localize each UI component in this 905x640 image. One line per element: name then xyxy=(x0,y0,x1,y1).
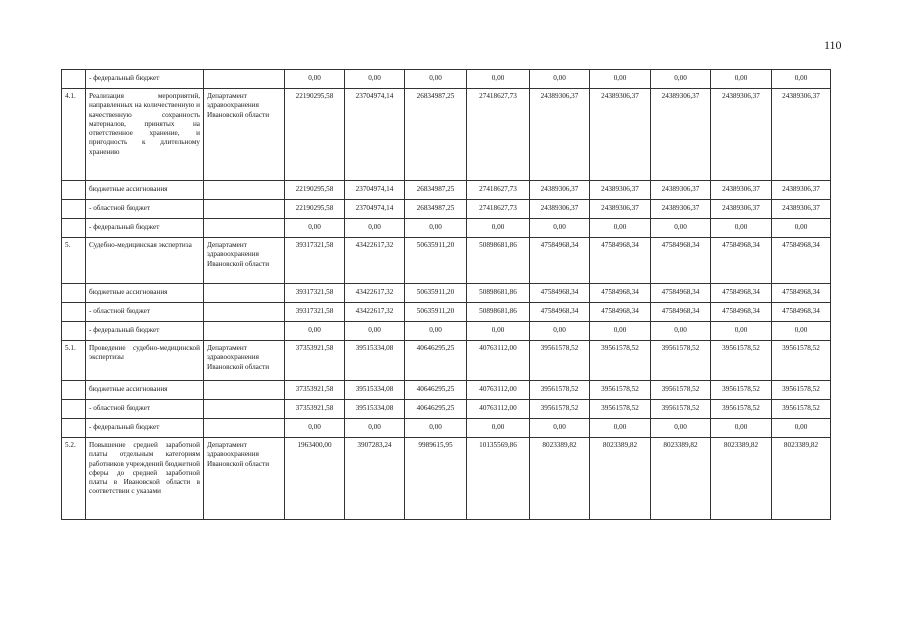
value-cell: 39561578,52 xyxy=(530,400,590,419)
executor-cell: Департамент здравоохранения Ивановской области xyxy=(204,341,285,381)
value-cell: 47584968,34 xyxy=(530,284,590,303)
value-cell: 50898681,86 xyxy=(467,303,530,322)
table-row xyxy=(62,419,831,438)
value-cell: 47584968,34 xyxy=(772,238,831,284)
table-row xyxy=(62,89,831,181)
row-number-cell: 5.1. xyxy=(62,341,86,381)
value-cell: 0,00 xyxy=(405,322,467,341)
value-cell: 1963400,00 xyxy=(285,438,345,520)
value-cell: 50898681,86 xyxy=(467,238,530,284)
table-row xyxy=(62,381,831,400)
value-cell: 0,00 xyxy=(711,419,772,438)
value-cell: 9989615,95 xyxy=(405,438,467,520)
value-cell: 24389306,37 xyxy=(711,181,772,200)
value-cell: 47584968,34 xyxy=(711,238,772,284)
table-row xyxy=(62,322,831,341)
value-cell: 50635911,20 xyxy=(405,284,467,303)
value-cell: 23704974,14 xyxy=(345,89,405,181)
executor-cell: Департамент здравоохранения Ивановской области xyxy=(204,89,285,181)
executor-cell xyxy=(204,219,285,238)
executor-cell xyxy=(204,303,285,322)
value-cell: 24389306,37 xyxy=(772,89,831,181)
description-cell: - федеральный бюджет xyxy=(86,70,204,89)
value-cell: 0,00 xyxy=(772,70,831,89)
value-cell: 24389306,37 xyxy=(590,181,651,200)
value-cell: 39317321,58 xyxy=(285,284,345,303)
executor-cell xyxy=(204,284,285,303)
value-cell: 24389306,37 xyxy=(590,89,651,181)
row-number-cell xyxy=(62,181,86,200)
value-cell: 0,00 xyxy=(651,219,711,238)
value-cell: 0,00 xyxy=(345,322,405,341)
value-cell: 0,00 xyxy=(590,219,651,238)
value-cell: 0,00 xyxy=(651,322,711,341)
executor-cell xyxy=(204,381,285,400)
value-cell: 39515334,08 xyxy=(345,341,405,381)
value-cell: 0,00 xyxy=(530,322,590,341)
table-row xyxy=(62,181,831,200)
value-cell: 0,00 xyxy=(285,322,345,341)
value-cell: 0,00 xyxy=(405,219,467,238)
value-cell: 0,00 xyxy=(530,219,590,238)
value-cell: 0,00 xyxy=(405,70,467,89)
value-cell: 39561578,52 xyxy=(711,400,772,419)
value-cell: 3907283,24 xyxy=(345,438,405,520)
description-cell: - областной бюджет xyxy=(86,400,204,419)
value-cell: 37353921,58 xyxy=(285,341,345,381)
value-cell: 47584968,34 xyxy=(530,303,590,322)
description-cell: бюджетные ассигнования xyxy=(86,381,204,400)
value-cell: 0,00 xyxy=(467,322,530,341)
value-cell: 0,00 xyxy=(590,419,651,438)
executor-cell xyxy=(204,181,285,200)
row-number-cell xyxy=(62,70,86,89)
row-number-cell xyxy=(62,419,86,438)
value-cell: 40646295,25 xyxy=(405,381,467,400)
value-cell: 40763112,00 xyxy=(467,341,530,381)
value-cell: 22190295,58 xyxy=(285,200,345,219)
executor-cell xyxy=(204,322,285,341)
table-row xyxy=(62,284,831,303)
value-cell: 23704974,14 xyxy=(345,200,405,219)
description-cell: бюджетные ассигнования xyxy=(86,181,204,200)
value-cell: 8023389,82 xyxy=(772,438,831,520)
value-cell: 0,00 xyxy=(530,419,590,438)
value-cell: 39561578,52 xyxy=(590,381,651,400)
executor-cell xyxy=(204,70,285,89)
value-cell: 0,00 xyxy=(345,70,405,89)
table-row xyxy=(62,219,831,238)
row-number-cell xyxy=(62,219,86,238)
row-number-cell: 4.1. xyxy=(62,89,86,181)
value-cell: 24389306,37 xyxy=(711,89,772,181)
value-cell: 24389306,37 xyxy=(772,181,831,200)
value-cell: 47584968,34 xyxy=(711,284,772,303)
value-cell: 8023389,82 xyxy=(711,438,772,520)
value-cell: 39317321,58 xyxy=(285,238,345,284)
value-cell: 39561578,52 xyxy=(711,341,772,381)
value-cell: 0,00 xyxy=(467,70,530,89)
table-row xyxy=(62,238,831,284)
value-cell: 47584968,34 xyxy=(772,303,831,322)
description-cell: - федеральный бюджет xyxy=(86,322,204,341)
page-number: 110 xyxy=(824,38,842,52)
value-cell: 0,00 xyxy=(345,419,405,438)
table-row xyxy=(62,341,831,381)
description-cell: - федеральный бюджет xyxy=(86,419,204,438)
description-cell: - областной бюджет xyxy=(86,303,204,322)
value-cell: 39561578,52 xyxy=(772,381,831,400)
value-cell: 40763112,00 xyxy=(467,381,530,400)
value-cell: 47584968,34 xyxy=(530,238,590,284)
description-cell: - федеральный бюджет xyxy=(86,219,204,238)
value-cell: 0,00 xyxy=(772,322,831,341)
budget-table xyxy=(61,69,831,520)
value-cell: 47584968,34 xyxy=(711,303,772,322)
value-cell: 0,00 xyxy=(285,419,345,438)
description-cell: Судебно-медицинская экспертиза xyxy=(86,238,204,284)
value-cell: 47584968,34 xyxy=(651,303,711,322)
value-cell: 0,00 xyxy=(711,219,772,238)
value-cell: 24389306,37 xyxy=(530,89,590,181)
value-cell: 24389306,37 xyxy=(530,181,590,200)
value-cell: 39561578,52 xyxy=(590,341,651,381)
value-cell: 24389306,37 xyxy=(651,89,711,181)
value-cell: 24389306,37 xyxy=(590,200,651,219)
value-cell: 24389306,37 xyxy=(530,200,590,219)
value-cell: 24389306,37 xyxy=(651,181,711,200)
value-cell: 0,00 xyxy=(651,419,711,438)
value-cell: 8023389,82 xyxy=(651,438,711,520)
value-cell: 47584968,34 xyxy=(772,284,831,303)
executor-cell: Департамент здравоохранения Ивановской области xyxy=(204,438,285,520)
value-cell: 0,00 xyxy=(405,419,467,438)
value-cell: 39561578,52 xyxy=(772,400,831,419)
value-cell: 0,00 xyxy=(285,70,345,89)
value-cell: 39561578,52 xyxy=(651,400,711,419)
value-cell: 39561578,52 xyxy=(651,341,711,381)
value-cell: 47584968,34 xyxy=(651,284,711,303)
description-cell: Реализация мероприятий, направленных на количественную и качественную сохранность материалов, принятых на ответственное хранение, и пригодность к длительному хранению xyxy=(86,89,204,181)
value-cell: 39561578,52 xyxy=(530,341,590,381)
value-cell: 0,00 xyxy=(711,70,772,89)
value-cell: 39561578,52 xyxy=(651,381,711,400)
value-cell: 47584968,34 xyxy=(651,238,711,284)
value-cell: 24389306,37 xyxy=(772,200,831,219)
value-cell: 50635911,20 xyxy=(405,238,467,284)
value-cell: 8023389,82 xyxy=(590,438,651,520)
value-cell: 50635911,20 xyxy=(405,303,467,322)
value-cell: 43422617,32 xyxy=(345,284,405,303)
value-cell: 0,00 xyxy=(711,322,772,341)
value-cell: 26834987,25 xyxy=(405,181,467,200)
value-cell: 43422617,32 xyxy=(345,238,405,284)
value-cell: 39561578,52 xyxy=(711,381,772,400)
value-cell: 0,00 xyxy=(467,419,530,438)
description-cell: Повышение средней заработной платы отдельным категориям работников учреждений бюджетной сферы до средней заработной платы в Ивановской области в соответствии с указами xyxy=(86,438,204,520)
value-cell: 0,00 xyxy=(651,70,711,89)
value-cell: 40646295,25 xyxy=(405,341,467,381)
row-number-cell xyxy=(62,200,86,219)
value-cell: 0,00 xyxy=(772,219,831,238)
executor-cell xyxy=(204,419,285,438)
table-row xyxy=(62,200,831,219)
value-cell: 23704974,14 xyxy=(345,181,405,200)
value-cell: 22190295,58 xyxy=(285,89,345,181)
description-cell: бюджетные ассигнования xyxy=(86,284,204,303)
value-cell: 37353921,58 xyxy=(285,381,345,400)
value-cell: 39515334,08 xyxy=(345,381,405,400)
value-cell: 39561578,52 xyxy=(530,381,590,400)
value-cell: 0,00 xyxy=(345,219,405,238)
table-row xyxy=(62,303,831,322)
executor-cell xyxy=(204,400,285,419)
value-cell: 39515334,08 xyxy=(345,400,405,419)
value-cell: 8023389,82 xyxy=(530,438,590,520)
value-cell: 47584968,34 xyxy=(590,284,651,303)
value-cell: 0,00 xyxy=(590,70,651,89)
value-cell: 43422617,32 xyxy=(345,303,405,322)
value-cell: 40646295,25 xyxy=(405,400,467,419)
row-number-cell xyxy=(62,284,86,303)
value-cell: 27418627,73 xyxy=(467,89,530,181)
value-cell: 0,00 xyxy=(772,419,831,438)
value-cell: 0,00 xyxy=(530,70,590,89)
value-cell: 26834987,25 xyxy=(405,89,467,181)
value-cell: 0,00 xyxy=(285,219,345,238)
row-number-cell xyxy=(62,400,86,419)
value-cell: 39561578,52 xyxy=(590,400,651,419)
value-cell: 0,00 xyxy=(590,322,651,341)
value-cell: 27418627,73 xyxy=(467,200,530,219)
row-number-cell: 5. xyxy=(62,238,86,284)
row-number-cell: 5.2. xyxy=(62,438,86,520)
description-cell: Проведение судебно-медицинской экспертизы xyxy=(86,341,204,381)
value-cell: 47584968,34 xyxy=(590,303,651,322)
value-cell: 0,00 xyxy=(467,219,530,238)
value-cell: 50898681,86 xyxy=(467,284,530,303)
value-cell: 27418627,73 xyxy=(467,181,530,200)
value-cell: 22190295,58 xyxy=(285,181,345,200)
executor-cell: Департамент здравоохранения Ивановской области xyxy=(204,238,285,284)
value-cell: 47584968,34 xyxy=(590,238,651,284)
value-cell: 26834987,25 xyxy=(405,200,467,219)
row-number-cell xyxy=(62,303,86,322)
value-cell: 24389306,37 xyxy=(711,200,772,219)
description-cell: - областной бюджет xyxy=(86,200,204,219)
executor-cell xyxy=(204,200,285,219)
table-row xyxy=(62,400,831,419)
value-cell: 10135569,86 xyxy=(467,438,530,520)
row-number-cell xyxy=(62,322,86,341)
value-cell: 37353921,58 xyxy=(285,400,345,419)
value-cell: 39317321,58 xyxy=(285,303,345,322)
value-cell: 40763112,00 xyxy=(467,400,530,419)
row-number-cell xyxy=(62,381,86,400)
table-row xyxy=(62,438,831,520)
value-cell: 39561578,52 xyxy=(772,341,831,381)
table-row xyxy=(62,70,831,89)
value-cell: 24389306,37 xyxy=(651,200,711,219)
